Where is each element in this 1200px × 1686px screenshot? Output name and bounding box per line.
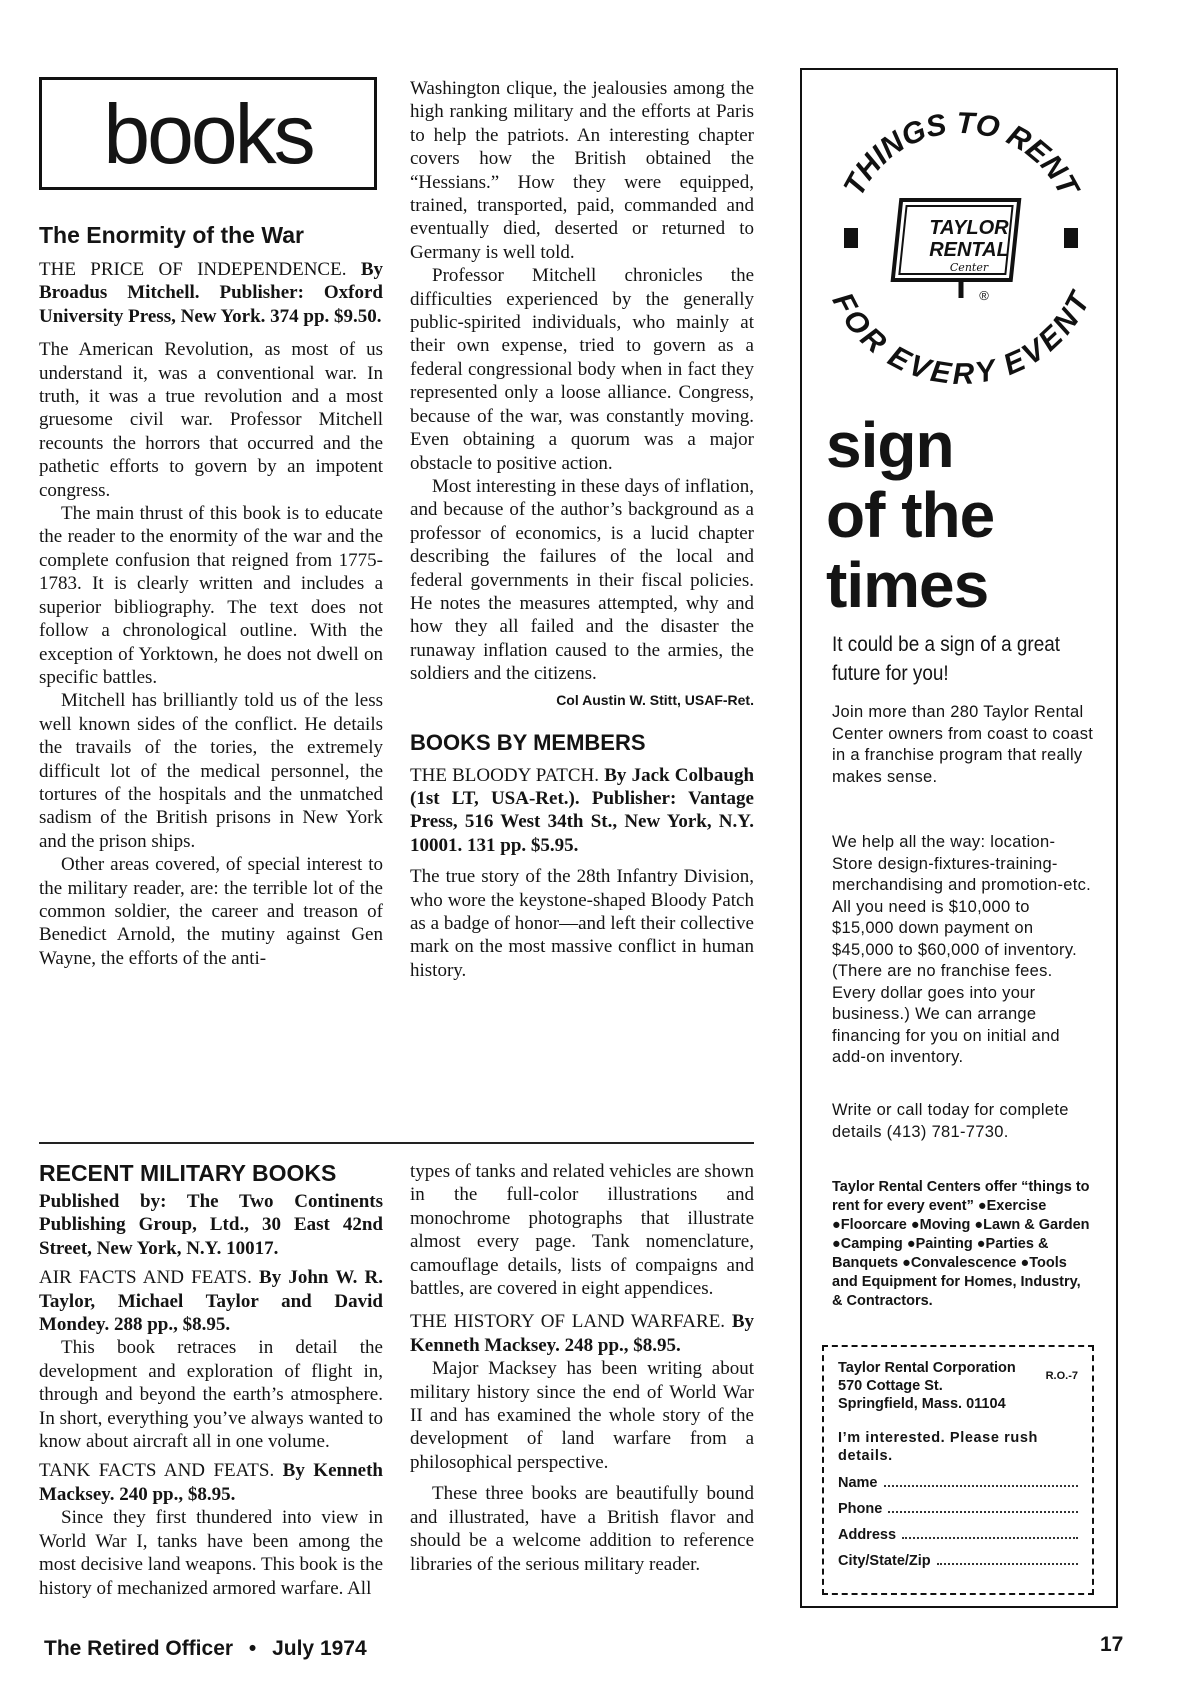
section-title: books xyxy=(103,86,313,181)
recent-book2-info xyxy=(39,1459,383,1506)
taylor-rental-ad xyxy=(800,68,1118,1608)
review-paragraph: Other areas covered, of special interest to the military reader, are: the terrible lot of the common soldier, the career and treason of Benedict Arnold, the mutiny against Gen Wayne, the efforts of the anti- xyxy=(39,854,383,969)
ad-offer: Taylor Rental Centers offer “things to rent for every event” ●Exercise ●Floorcare ●Moving ●Lawn & Garden ●Camping ●Painting ●Parties & Banquets ●Convalescence ●Tools and Equipment for Homes, Industry, & Contractors. xyxy=(832,1179,1090,1309)
ad-paragraph-1: Join more than 280 Taylor Rental Center owners from coast to coast in a franchise program that really makes sense. xyxy=(832,703,1094,786)
members-book-text: The true story of the 28th Infantry Division, who wore the keystone-shaped Bloody Patch as a badge of honor—and left their collective mark on the most massive conflict in human history. xyxy=(410,866,754,981)
recent-book2-text: Since they first thundered into view in World War I, tanks have been among the most decisive land weapons. This book is the history of mechanized armored warfare. All xyxy=(39,1507,383,1599)
ad-headline-line3: times xyxy=(826,549,989,621)
ad-headline xyxy=(826,410,1106,620)
recent-book1-text: This book retraces in detail the development and exploration of flight in, through and beyond the earth’s atmosphere. In short, everything you’ve always wanted to know about aircraft all in one volume. xyxy=(39,1337,383,1453)
recent-book3-info xyxy=(410,1310,754,1357)
page-number: 17 xyxy=(1100,1633,1124,1656)
recent-books-column2 xyxy=(410,1160,754,1576)
coupon-field-name[interactable]: Name xyxy=(838,1475,1078,1491)
coupon-field-phone[interactable]: Phone xyxy=(838,1501,1078,1517)
footer-publication-line xyxy=(44,1637,367,1661)
recent-heading: RECENT MILITARY BOOKS xyxy=(39,1160,337,1186)
members-book-title: THE BLOODY PATCH. xyxy=(410,764,599,786)
recent-book3-credit: By Kenneth Macksey. 248 pp., $8.95. xyxy=(410,1311,755,1356)
recent-publisher: Published by: The Two Continents Publishing Group, Ltd., 30 East 42nd Street, New York, N.Y. 10017. xyxy=(39,1191,383,1259)
ad-coupon xyxy=(822,1345,1094,1595)
logo-sign-line1: TAYLOR xyxy=(929,217,1009,239)
recent-book2-text-cont: types of tanks and related vehicles are shown in the full-color illustrations and monochrome photographs that illustrate almost every page. Tank nomenclature, camouflage details, lists of compaigns and battles, are covered in eight appendices. xyxy=(410,1161,754,1300)
review-paragraph: Mitchell has brilliantly told us of the less well known sides of the conflict. He details the travails of the tories, the extremely difficult lot of the medical personnel, the tortures of the hospitals and the unmatched sadism of the British prisons in New York and the prison ships. xyxy=(39,690,383,852)
footer-bullet: • xyxy=(248,1637,257,1660)
ad-paragraph-2: We help all the way: location-Store design-fixtures-training-merchandising and promotion-etc. All you need is $10,000 to $15,000 down payment on $45,000 to $60,000 of inventory. (There are no franchise fees. Every dollar goes into your business.) We can arrange financing for you on initial and add-on inventory. xyxy=(832,833,1092,1066)
recent-book1-info xyxy=(39,1266,383,1336)
review-paragraph: The American Revolution, as most of us understand it, was a conventional war. In truth, it was a true revolution and a most gruesome civil war. Professor Mitchell recounts the horrors that occurred and the pathetic efforts to govern by an impotent congress. xyxy=(39,339,383,501)
members-book-info xyxy=(410,764,754,858)
ad-headline-line1: sign xyxy=(826,409,954,481)
recent-book3-text: Major Macksey has been writing about military history since the end of World War II and has examined the whole story of the development of land warfare from a philosophical perspective. xyxy=(410,1358,754,1473)
ad-tagline: It could be a sign of a great future for you! xyxy=(832,633,1061,685)
logo-square-right xyxy=(1064,228,1078,248)
review-headline: The Enormity of the War xyxy=(39,222,304,248)
review-book-credit: By Broadus Mitchell. Publisher: Oxford University Press, New York. 374 pp. $9.50. xyxy=(39,259,384,327)
section-divider xyxy=(39,1142,754,1144)
logo-arc-bottom: FOR EVERY EVENT xyxy=(825,287,1097,391)
logo-arc-top: THINGS TO RENT xyxy=(837,106,1085,202)
recent-book3-title: THE HISTORY OF LAND WARFARE. xyxy=(410,1311,726,1333)
review-paragraph: Washington clique, the jealousies among the high ranking military and the efforts at Paris to help the patriots. An interesting chapter covers how the British obtained the “Hessians.” How they were equipped, trained, transported, paid, commanded and eventually died, deserted or returned to Germany is well told. xyxy=(410,78,754,263)
logo-registered: ® xyxy=(979,288,989,303)
members-book-credit: By Jack Colbaugh (1st LT, USA-Ret.). Publisher: Vantage Press, 516 West 34th St., New York, N.Y. 10001. 131 pp. $5.95. xyxy=(410,764,755,856)
review-paragraph: Most interesting in these days of inflation, and because of the author’s background as a professor of economics, is a lucid chapter describing the failures of the local and federal governments in their fiscal policies. He notes the measures attempted, why and how they all failed and the disaster the runaway inflation caused to the armies, the soldiers and the citizens. xyxy=(410,475,754,685)
coupon-field-address[interactable]: Address xyxy=(838,1527,1078,1543)
coupon-company: Taylor Rental Corporation xyxy=(838,1360,1016,1376)
review-book-info xyxy=(39,258,383,328)
coupon-city: Springfield, Mass. 01104 xyxy=(838,1396,1006,1412)
logo-sign-line2: RENTAL xyxy=(929,239,1009,261)
recent-book1-credit: By John W. R. Taylor, Michael Taylor and David Mondey. 288 pp., $8.95. xyxy=(39,1267,383,1336)
review-main-column2 xyxy=(410,77,754,982)
footer-date: July 1974 xyxy=(272,1637,367,1660)
review-book-title: THE PRICE OF INDEPENDENCE. xyxy=(39,259,347,280)
logo-square-left xyxy=(844,228,858,248)
coupon-code: R.O.-7 xyxy=(1045,1370,1078,1382)
recent-books-column1 xyxy=(39,1160,383,1600)
logo-sign-line3: Center xyxy=(949,261,989,274)
coupon-header xyxy=(838,1359,1078,1413)
coupon-address xyxy=(838,1359,1016,1413)
review-paragraph: Professor Mitchell chronicles the difficulties experienced by the generally public-spirited individuals, who mainly at their own expense, tried to govern as a federal congressional body when in fact they represented only a loose alliance. Congress, because of the war, was constantly moving. Even obtaining a quorum was a major obstacle to positive action. xyxy=(410,265,754,474)
recent-book1-title: AIR FACTS AND FEATS. xyxy=(39,1267,252,1289)
ad-headline-line2: of the xyxy=(826,479,995,551)
coupon-street: 570 Cottage St. xyxy=(838,1378,943,1394)
recent-book2-credit: By Kenneth Macksey. 240 pp., $8.95. xyxy=(39,1460,383,1505)
review-body-col2 xyxy=(410,77,754,686)
section-title-box xyxy=(39,77,377,190)
recent-book2-title: TANK FACTS AND FEATS. xyxy=(39,1460,275,1482)
review-main-column1 xyxy=(39,222,383,970)
coupon-interest: I’m interested. Please rush details. xyxy=(838,1430,1038,1464)
ad-paragraph-3: Write or call today for complete details (413) 781-7730. xyxy=(832,1101,1069,1141)
taylor-rental-logo xyxy=(816,78,1106,408)
review-body-col1 xyxy=(39,338,383,970)
recent-closing: These three books are beautifully bound and illustrated, have a British flavor and should be a welcome addition to reference libraries of the serious military reader. xyxy=(410,1483,754,1575)
coupon-field-city-state-zip[interactable]: City/State/Zip xyxy=(838,1553,1078,1569)
members-heading: BOOKS BY MEMBERS xyxy=(410,729,646,755)
footer-publication: The Retired Officer xyxy=(44,1637,234,1660)
review-paragraph: The main thrust of this book is to educate the reader to the enormity of the war and the complete confusion that reigned from 1775-1783. It is clearly written and includes a superior bibliography. The text does not follow a chronological outline. With the exception of Yorktown, he does not dwell on specific battles. xyxy=(39,503,383,688)
reviewer-signature: Col Austin W. Stitt, USAF-Ret. xyxy=(556,691,754,708)
